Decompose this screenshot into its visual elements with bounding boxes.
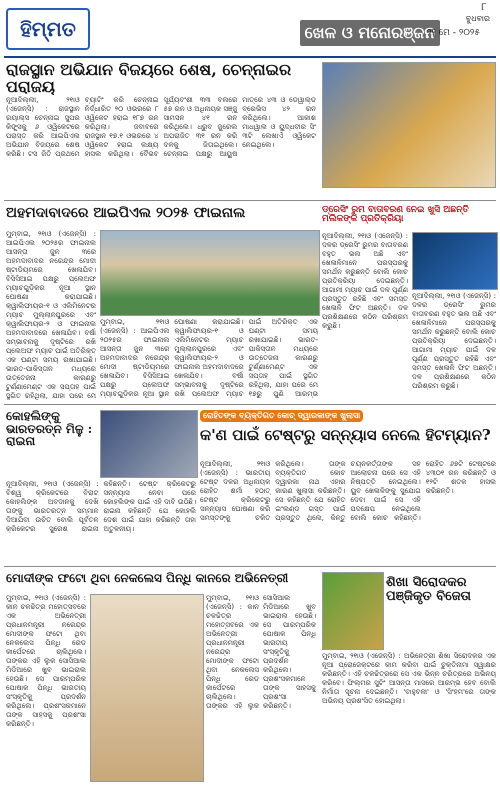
- story2-body-left: ମୁମ୍ବାଇ, ୨୧ାଓ (ଏଜେନ୍ସି) : ଆଇପିଏଲ ୨୦୨୫ର ଫାଇନାଲ ଆସନ୍ତା ଜୁନ ୩ରେ ଅହମଦାବାଦର ନରେନ୍ଦ୍ର ମୋଦୀ ଷ୍ଟାଡିୟମରେ ଖେଳାଯିବ। ବିସିସିଆଇ ପକ୍ଷରୁ ପ୍ଲେଅଫ ମ୍ୟାଚଗୁଡ଼ିକର ନୂଆ ସ୍ଥାନ ଘୋଷଣା କରାଯାଇଛି। କ୍ୱାଲିଫାୟର-୧ ଓ ଏଲିମିନେଟର ମ୍ୟାଚ ମୁଲ୍ଲାନପୁରରେ ଏବଂ କ୍ୱାଲିଫାୟର-୨ ଓ ଫାଇନାଲ ଅହମଦାବାଦରେ ଖେଳାଯିବ। ବର୍ଷା ସମ୍ଭାବନାକୁ ଦୃଷ୍ଟିରେ ରଖି ପ୍ଲେଅଫ ମ୍ୟାଚ ପାଇଁ ଅତିରିକ୍ତ ଏକ ଘଣ୍ଟା ସମୟ ରଖାଯାଇଛି। ଭାରତ-ପାକିସ୍ତାନ ମଧ୍ୟରେ ଉତ୍ତେଜନା କାରଣରୁ ଟୁର୍ଣ୍ଣାମେଣ୍ଟ ଏକ ସପ୍ତାହ ପାଇଁ ସ୍ଥଗିତ ରହିଥିଲା, ଯାହା ପରେ ମେ: [6, 230, 96, 400]
- page-number: ୮: [481, 2, 487, 13]
- story4-kicker: ରୋହିତଙ୍କ ବ୍ୟକ୍ତିଗତ କୋଚ୍ ଦ୍ୱାରକାଙ୍କ ଖୁଲାସା: [200, 410, 363, 422]
- divider: [4, 200, 496, 201]
- divider: [4, 404, 496, 405]
- story7-photo: [322, 572, 384, 650]
- day-label: ବୁଧବାର: [465, 14, 490, 23]
- story2-body-bottom: ମୁମ୍ବାଇ, ୨୧ାଓ (ଏଜେନ୍ସି) : ଆଇପିଏଲ ୨୦୨୫ର ଫାଇନାଲ ଆସନ୍ତା ଜୁନ ୩ରେ ଅହମଦାବାଦର ନରେନ୍ଦ୍ର ମୋଦୀ ଷ୍ଟାଡିୟମରେ ଖେଳାଯିବ। ବିସିସିଆଇ ପକ୍ଷରୁ ପ୍ଲେଅଫ ମ୍ୟାଚଗୁଡ଼ିକର ନୂଆ ସ୍ଥାନ ଘୋଷଣା କରାଯାଇଛି। କ୍ୱାଲିଫାୟର-୧ ଓ ଏଲିମିନେଟର ମ୍ୟାଚ ମୁଲ୍ଲାନପୁରରେ ଏବଂ କ୍ୱାଲିଫାୟର-୨ ଓ ଫାଇନାଲ ଅହମଦାବାଦରେ ଖେଳାଯିବ। ବର୍ଷା ସମ୍ଭାବନାକୁ ଦୃଷ୍ଟିରେ ରଖି ପ୍ଲେଅଫ ମ୍ୟାଚ ପାଇଁ ଅତିରିକ୍ତ ଏକ ଘଣ୍ଟା ସମୟ ରଖାଯାଇଛି। ଭାରତ-ପାକିସ୍ତାନ ମଧ୍ୟରେ ଉତ୍ତେଜନା କାରଣରୁ ଟୁର୍ଣ୍ଣାମେଣ୍ଟ ଏକ ସପ୍ତାହ ପାଇଁ ସ୍ଥଗିତ ରହିଥିଲା, ଯାହା ପରେ ମେ ୧୭ରୁ ପୁଣି ଆରମ୍ଭ: [100, 318, 318, 398]
- story6-body-right: ମୁମ୍ବାଇ, ୨୧ାଓ (ଏଜେନ୍ସି) : କାନ ଚଳଚ୍ଚିତ୍ର ମହୋତ୍ସବରେ ଏକ ଅଭିନେତ୍ରୀ ପ୍ରଧାନମନ୍ତ୍ରୀ ନରେନ୍ଦ୍ର ମୋଦୀଙ୍କ ଫଟୋ ଥିବା ନେକଲେସ ପିନ୍ଧି ରେଡ କାର୍ପେଟରେ ଚାଲିଥିଲେ। ତାଙ୍କର ଏହି ଲୁକ ସୋସିଆଲ ମିଡିଆରେ ଖୁବ ଭାଇରାଲ ହେଉଛି। ସେ ପାରମ୍ପରିକ ପୋଷାକ ପିନ୍ଧି ଭାରତୀୟ ସଂସ୍କୃତିକୁ ପ୍ରଦର୍ଶନ କରିଥିଲେ। ପ୍ରଶଂସକମାନେ ତାଙ୍କ ସାହସକୁ ପ୍ରଶଂସା କରିଛନ୍ତି।: [206, 594, 316, 710]
- story7-headline: ଶିଖା ସିରୋଦକର ପଞ୍ଜିକୃତ ବିଜେତା: [386, 575, 471, 604]
- story3-body: ନୂଆଦିଲ୍ଲୀ, ୨୧ାଓ (ଏଜେନ୍ସି) : ବିଶ୍ୱ କ୍ରିକେଟରେ ବିରାଟ କୋହଲିଙ୍କ ଅବଦାନକୁ ଦେଖି ତାଙ୍କୁ ଭାରତରତ୍ନ ସମ୍ମାନ ଦିଆଯିବା ଉଚିତ ବୋଲି ପୂର୍ବତନ କ୍ରିକେଟର ସୁରେଶ ରାଇନା କହିଛନ୍ତି। ଟେଷ୍ଟ କ୍ରିକେଟରୁ ସନ୍ନ୍ୟାସ ନେବା ପରେ କୋହଲିଙ୍କ ପାଇଁ ଏହି ଦାବି ଉଠିଛି। ରାଇନା କହିଛନ୍ତି ଯେ କୋହଲି ଦେଶ ପାଇଁ ଯାହା କରିଛନ୍ତି ତାହା ଅତୁଳନୀୟ।: [6, 480, 196, 533]
- story5-body: ନୂଆଦିଲ୍ଲୀ, ୨୧ାଓ (ଏଜେନ୍ସି) : ଦଳର ଡ୍ରେସିଂ ରୁମର ବାତାବରଣ ବହୁତ ଭଲ ଅଛି ଏବଂ ଖେଳାଳିମାନେ ପରସ୍ପରକୁ ସମର୍ଥନ କରୁଛନ୍ତି ବୋଲି କୋଚ ପ୍ରତିକ୍ରିୟା ଦେଇଛନ୍ତି। ଆଗାମୀ ମ୍ୟାଚ ପାଇଁ ଦଳ ପୂର୍ଣ୍ଣ ପ୍ରସ୍ତୁତ ରହିଛି ଏବଂ ସମସ୍ତ ଖେଳାଳି ଫିଟ ଅଛନ୍ତି। ଦଳ ପ୍ରଶିକ୍ଷଣରେ କଠିନ ପରିଶ୍ରମ କରୁଛି।: [322, 232, 408, 330]
- story3-headline: କୋହଲିଙ୍କୁ ଭାରତରତ୍ନ ମିଳୁ : ରାଇନା: [6, 409, 93, 449]
- story3-photo: [100, 410, 198, 478]
- section-title: ଖେଳ ଓ ମନୋରଞ୍ଜନ: [300, 20, 440, 46]
- story6-headline: ମୋଦୀଙ୍କ ଫଟୋ ଥିବା ନେକଲେସ ପିନ୍ଧି କାନରେ ଅଭିନେତ୍ରୀ: [6, 571, 289, 585]
- story5-headline: ଡ୍ରେସିଂ ରୁମ ବାତାବରଣ ନେଇ ଖୁସି ଅଛନ୍ତି ମଲିକଙ୍କ ପ୍ରତିକ୍ରିୟା: [322, 205, 469, 225]
- story1-photo: [322, 62, 496, 188]
- story5-photo: [412, 232, 498, 290]
- story1-headline: ରାଜସ୍ଥାନ ଅଭିଯାନ ବିଜୟରେ ଶେଷ, ଚେନ୍ନାଇର ପରାଜୟ: [6, 60, 292, 96]
- date-label: ୨୨ ମେ - ୨୦୨୫: [426, 28, 480, 38]
- story2-headline: ଅହମଦାବାଦରେ ଆଇପିଏଲ ୨୦୨୫ ଫାଇନାଲ: [6, 205, 246, 221]
- masthead-divider: [4, 56, 496, 58]
- story1-body: ନୂଆଦିଲ୍ଲୀ, ୨୧ାଓ (ଏଜେନ୍ସି) : ରାଜସ୍ଥାନ ରୟାଲ୍ସ ଚେନ୍ନାଇ ସୁପର କିଙ୍ଗ୍ସକୁ ୬ ଓ୍ୱିକେଟରେ ପରାସ୍ତ କରି ଆଇପିଏଲ ଅଭିଯାନ ବିଜୟରେ ଶେଷ କରିଛି। ଟସ ଜିତି ପ୍ରଥମେ ବ୍ୟାଟିଂ କରି ଚେନ୍ନାଇ ନିର୍ଦ୍ଧାରିତ ୨୦ ଓଭରରେ ୮ ଓ୍ୱିକେଟ ହରାଇ ୧୮୭ ରନ କରିଥିଲା। ଜବାବରେ ରାଜସ୍ଥାନ ୧୭.୧ ଓଭରରେ ୪ ଓ୍ୱିକେଟ ହରାଇ ଲକ୍ଷ୍ୟ ହାସଲ କରିଥିଲା। ବୈଭବ ସୂର୍ଯ୍ୟବଂଶୀ ୩୩ ବଲରେ ୫୭ ରନ ଓ ଅଧିନାୟକ ସଞ୍ଜୁ ସାମସନ ୪୧ ରନ କରିଥିଲେ। ଧ୍ରୁବ ଜୁରେଲ ଅପରାଜିତ ୩୧ ରନ କରି ଦଳକୁ ଜିତାଇଥିଲେ। ଚେନ୍ନାଇ ପକ୍ଷରୁ ଆୟୁଷ ମାତ୍ରେ ୪୩ ଓ ଡେୱାଲ୍ଡ ବ୍ରେଭିସ ୪୨ ରନ କରିଥିଲେ। ଆକାଶ ମାଧୱାଲ ଓ ୟୁଦ୍ଧବୀର ସିଂ ୩ଟି ଲେଖାଏଁ ଓ୍ୱିକେଟ ନେଇଥିଲେ।: [6, 96, 316, 158]
- divider: [4, 566, 496, 567]
- story7-body: ମୁମ୍ବାଇ, ୨୧ାଓ (ଏଜେନ୍ସି) : ଅଭିନେତ୍ରୀ ଶିଖା ସିରୋଦକର ଏକ ନୂଆ ପ୍ରୋଜେକ୍ଟରେ କାମ କରିବା ପାଇଁ ଚୁକ୍ତିନାମା ସ୍ୱାକ୍ଷର କରିଛନ୍ତି। ଏହି ଚଳଚ୍ଚିତ୍ରରେ ସେ ଏକ ଭିନ୍ନ ଚରିତ୍ରରେ ଅଭିନୟ କରିବେ। ଫିଲ୍ମର ସୁଟିଂ ଆସନ୍ତା ମାସରେ ଆରମ୍ଭ ହେବ ବୋଲି ନିର୍ମାତା ସୂଚନା ଦେଇଛନ୍ତି। 'ବାହୁବଳୀ' ଓ 'ସିଂହମ'ରେ ତାଙ୍କ ଅଭିନୟ ପ୍ରଶଂସିତ ହୋଇଥିଲା।: [322, 652, 496, 705]
- story2-stadium-photo: [100, 230, 320, 316]
- story6-photo: [90, 594, 204, 782]
- story4-body: ନୂଆଦିଲ୍ଲୀ, ୨୧ାଓ (ଏଜେନ୍ସି) : ଭାରତୀୟ ଟେଷ୍ଟ ଦଳର ଅଧିନାୟକ ରୋହିତ ଶର୍ମା ହଠାତ୍ ଟେଷ୍ଟ କ୍ରିକେଟରୁ ସନ୍ନ୍ୟାସ ଘୋଷଣା କରି ସମସ୍ତଙ୍କୁ ଚକିତ କରିଥିଲେ। ତାଙ୍କ ବ୍ୟକ୍ତିଗତ କୋଚ ଦ୍ୱାରକା ନାଥ ଏହାର କାରଣ ଖୁଲାସା କରିଛନ୍ତି। ସେ କହିଛନ୍ତି ଯେ ରୋହିତ ଇଂଲଣ୍ଡ ଗସ୍ତ ପାଇଁ ପ୍ରସ୍ତୁତ ଥିଲେ, କିନ୍ତୁ ଚୟନକର୍ତ୍ତାଙ୍କ ସହ ଆଲୋଚନା ପରେ ସେ ଏହି ନିଷ୍ପତ୍ତି ନେଇଥିଲେ। ୟୁବ ଖେଳାଳିଙ୍କୁ ସୁଯୋଗ ଦେବା ପାଇଁ ସେ ଏହି ପଦକ୍ଷେପ ନେଇଥିଲେ ବୋଲି କୋଚ କହିଛନ୍ତି। ରୋହିତ ୬୭ଟି ଟେଷ୍ଟରେ ୪୩୦୧ ରନ କରିଛନ୍ତି ଓ ୧୨ଟି ଶତକ ହାସଲ କରିଛନ୍ତି।: [200, 460, 496, 522]
- story4-headline: କ'ଣ ପାଇଁ ଟେଷ୍ଟରୁ ସନ୍ନ୍ୟାସ ନେଲେ ହିଟମ୍ୟାନ?: [200, 426, 491, 444]
- newspaper-logo: ହିମ୍ମତ: [6, 8, 90, 50]
- story6-body: ମୁମ୍ବାଇ, ୨୧ାଓ (ଏଜେନ୍ସି) : କାନ ଚଳଚ୍ଚିତ୍ର ମହୋତ୍ସବରେ ଏକ ଅଭିନେତ୍ରୀ ପ୍ରଧାନମନ୍ତ୍ରୀ ନରେନ୍ଦ୍ର ମୋଦୀଙ୍କ ଫଟୋ ଥିବା ନେକଲେସ ପିନ୍ଧି ରେଡ କାର୍ପେଟରେ ଚାଲିଥିଲେ। ତାଙ୍କର ଏହି ଲୁକ ସୋସିଆଲ ମିଡିଆରେ ଖୁବ ଭାଇରାଲ ହେଉଛି। ସେ ପାରମ୍ପରିକ ପୋଷାକ ପିନ୍ଧି ଭାରତୀୟ ସଂସ୍କୃତିକୁ ପ୍ରଦର୍ଶନ କରିଥିଲେ। ପ୍ରଶଂସକମାନେ ତାଙ୍କ ସାହସକୁ ପ୍ରଶଂସା କରିଛନ୍ତି।: [6, 594, 86, 728]
- masthead: [0, 0, 500, 60]
- story5-body-right: ନୂଆଦିଲ୍ଲୀ, ୨୧ାଓ (ଏଜେନ୍ସି) : ଦଳର ଡ୍ରେସିଂ ରୁମର ବାତାବରଣ ବହୁତ ଭଲ ଅଛି ଏବଂ ଖେଳାଳିମାନେ ପରସ୍ପରକୁ ସମର୍ଥନ କରୁଛନ୍ତି ବୋଲି କୋଚ ପ୍ରତିକ୍ରିୟା ଦେଇଛନ୍ତି। ଆଗାମୀ ମ୍ୟାଚ ପାଇଁ ଦଳ ପୂର୍ଣ୍ଣ ପ୍ରସ୍ତୁତ ରହିଛି ଏବଂ ସମସ୍ତ ଖେଳାଳି ଫିଟ ଅଛନ୍ତି। ଦଳ ପ୍ରଶିକ୍ଷଣରେ କଠିନ ପରିଶ୍ରମ କରୁଛି।: [412, 292, 496, 390]
